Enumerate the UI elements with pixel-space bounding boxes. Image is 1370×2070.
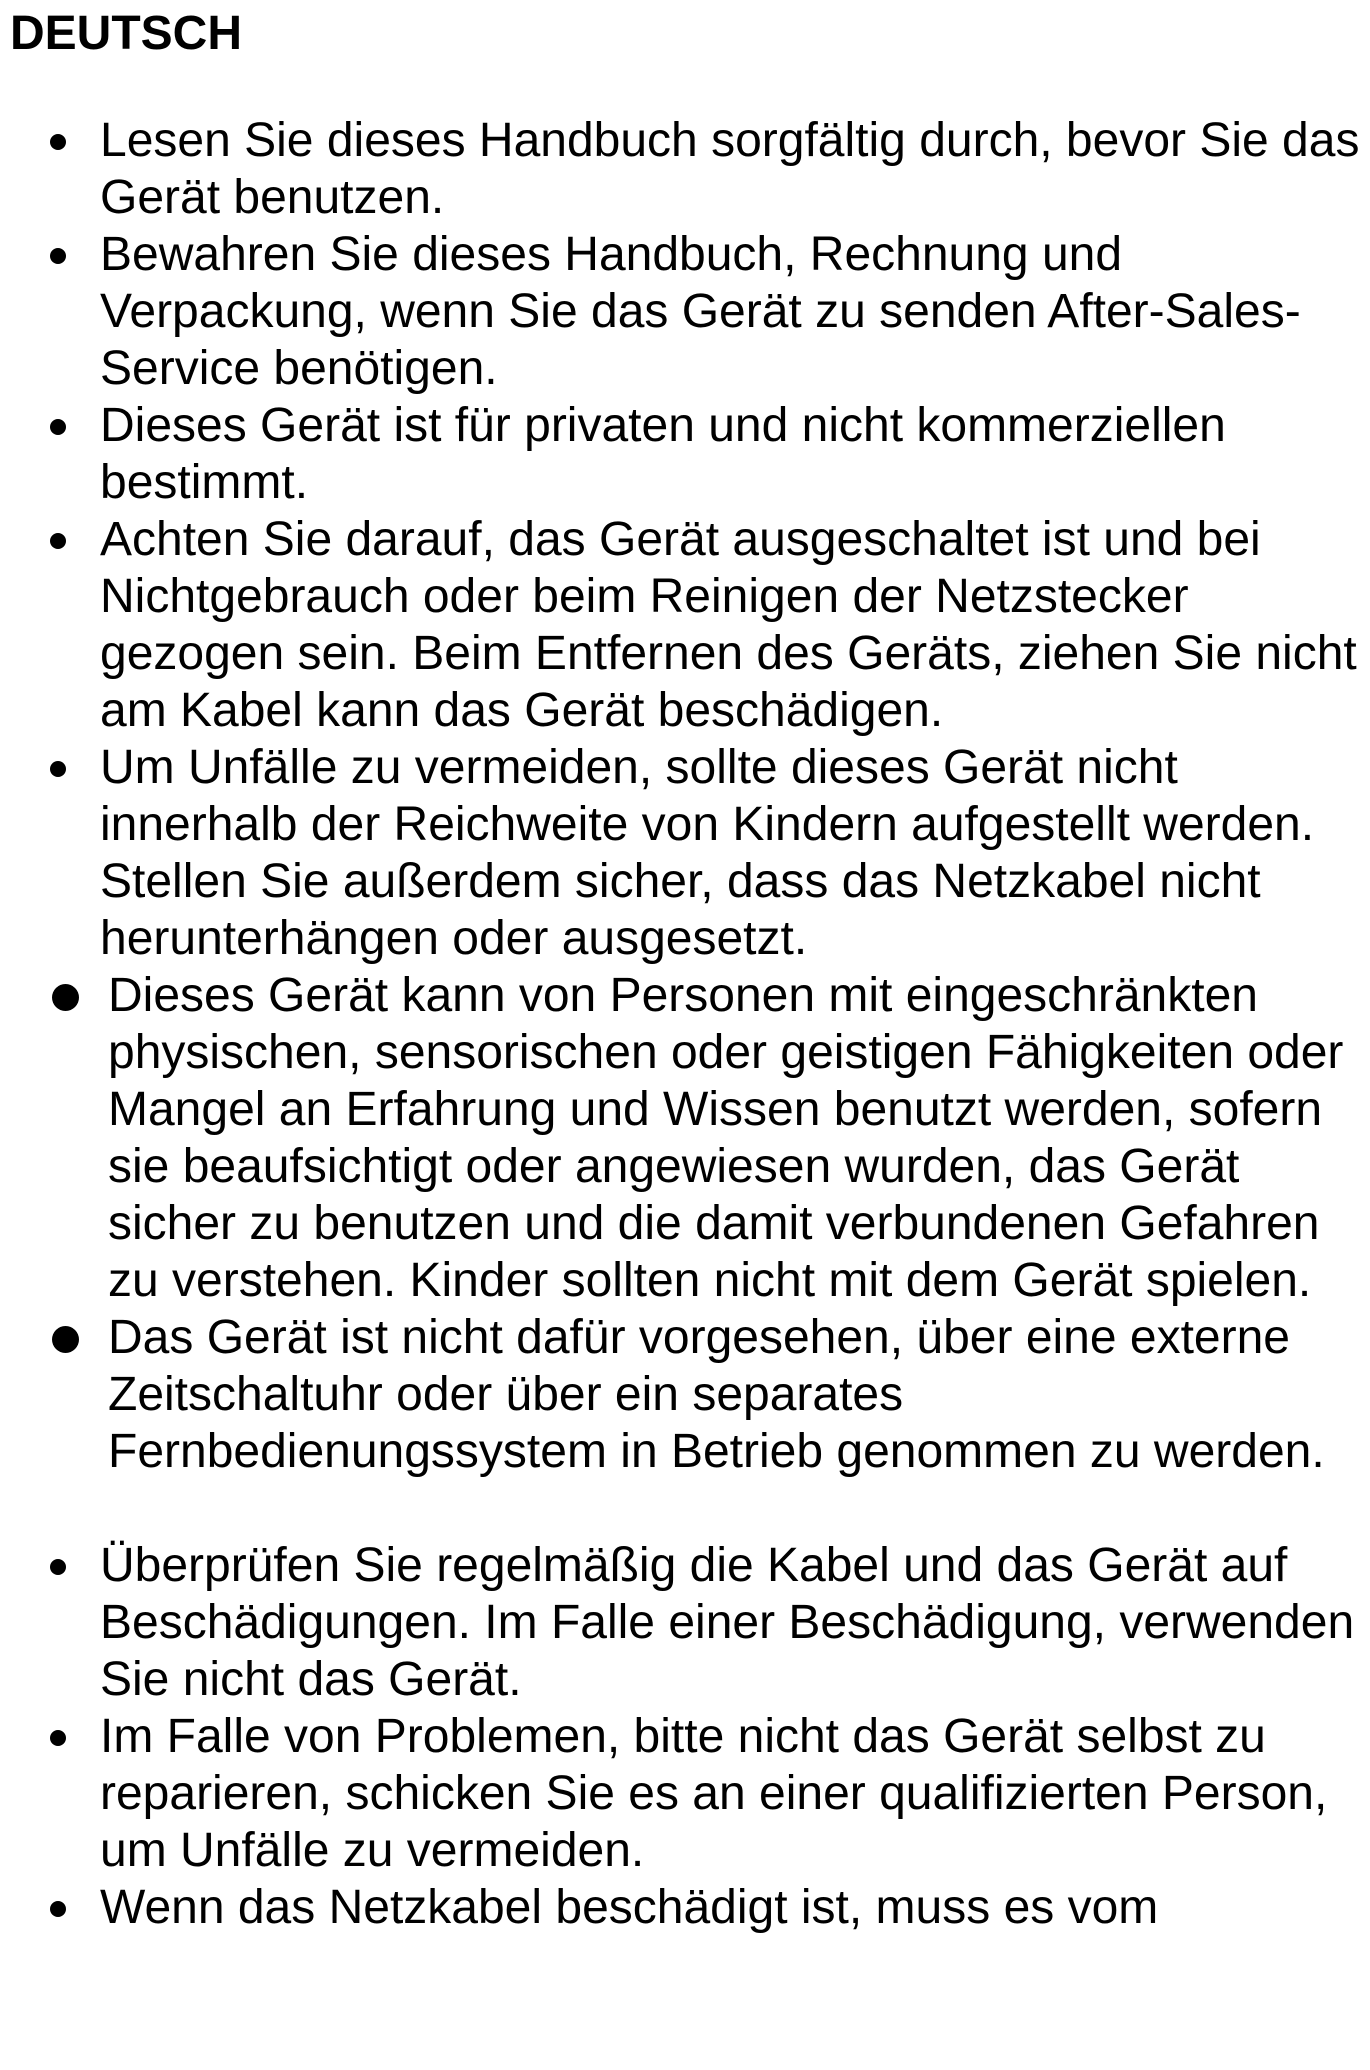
bullet-dot-icon [50,1730,66,1746]
list-item [0,1537,1370,1708]
bullet-dot-icon [52,984,79,1011]
list-item [0,1708,1370,1879]
list-item [0,1309,1370,1480]
list-item-text: Überprüfen Sie regelmäßig die Kabel und das Gerät auf Beschädigungen. Im Falle einer Beschädigung, verwenden Sie nicht das Gerät. [100,1539,1355,1706]
list-item-text: Wenn das Netzkabel beschädigt ist, muss es vom [100,1881,1159,1934]
list-item-text: Dieses Gerät ist für privaten und nicht kommerziellen bestimmt. [100,399,1226,509]
bullet-dot-icon [50,761,66,777]
list-item-text: Achten Sie darauf, das Gerät ausgeschaltet ist und bei Nichtgebrauch oder beim Reinigen der Netzstecker gezogen sein. Beim Entfernen des Geräts, ziehen Sie nicht am Kabel kann das Gerät beschädigen. [100,513,1357,737]
bullet-dot-icon [52,1326,79,1353]
list-item-text: Dieses Gerät kann von Personen mit eingeschränkten physischen, sensorischen oder geistigen Fähigkeiten oder Mangel an Erfahrung und Wissen benutzt werden, sofern sie beaufsichtigt oder angewiesen wurden, das Gerät sicher zu benutzen und die damit verbundenen Gefahren zu verstehen. Kinder sollten nicht mit dem Gerät spielen. [108,969,1344,1307]
list-item [0,226,1370,397]
list-item [0,967,1370,1309]
bullet-dot-icon [50,419,66,435]
bullet-dot-icon [50,134,66,150]
list-item-text: Um Unfälle zu vermeiden, sollte dieses Gerät nicht innerhalb der Reichweite von Kindern aufgestellt werden. Stellen Sie außerdem sicher, dass das Netzkabel nicht herunterhängen oder ausgesetzt. [100,741,1315,965]
list-item [0,112,1370,226]
bullet-dot-icon [50,533,66,549]
list-item-text: Im Falle von Problemen, bitte nicht das Gerät selbst zu reparieren, schicken Sie es an einer qualifizierten Person, um Unfälle zu vermeiden. [100,1710,1328,1877]
safety-instructions-list [0,112,1370,1936]
list-item [0,397,1370,511]
list-item-text: Bewahren Sie dieses Handbuch, Rechnung und Verpackung, wenn Sie das Gerät zu senden After-Sales-Service benötigen. [100,228,1301,395]
list-item [0,511,1370,739]
list-item [0,739,1370,967]
bullet-dot-icon [50,1559,66,1575]
list-item-text: Das Gerät ist nicht dafür vorgesehen, über eine externe Zeitschaltuhr oder über ein separates Fernbedienungssystem in Betrieb genommen zu werden. [108,1311,1325,1478]
bullet-dot-icon [50,1901,66,1917]
list-item-text: Lesen Sie dieses Handbuch sorgfältig durch, bevor Sie das Gerät benutzen. [100,114,1360,224]
list-item [0,1879,1370,1936]
section-heading: DEUTSCH [10,7,243,60]
bullet-dot-icon [50,248,66,264]
